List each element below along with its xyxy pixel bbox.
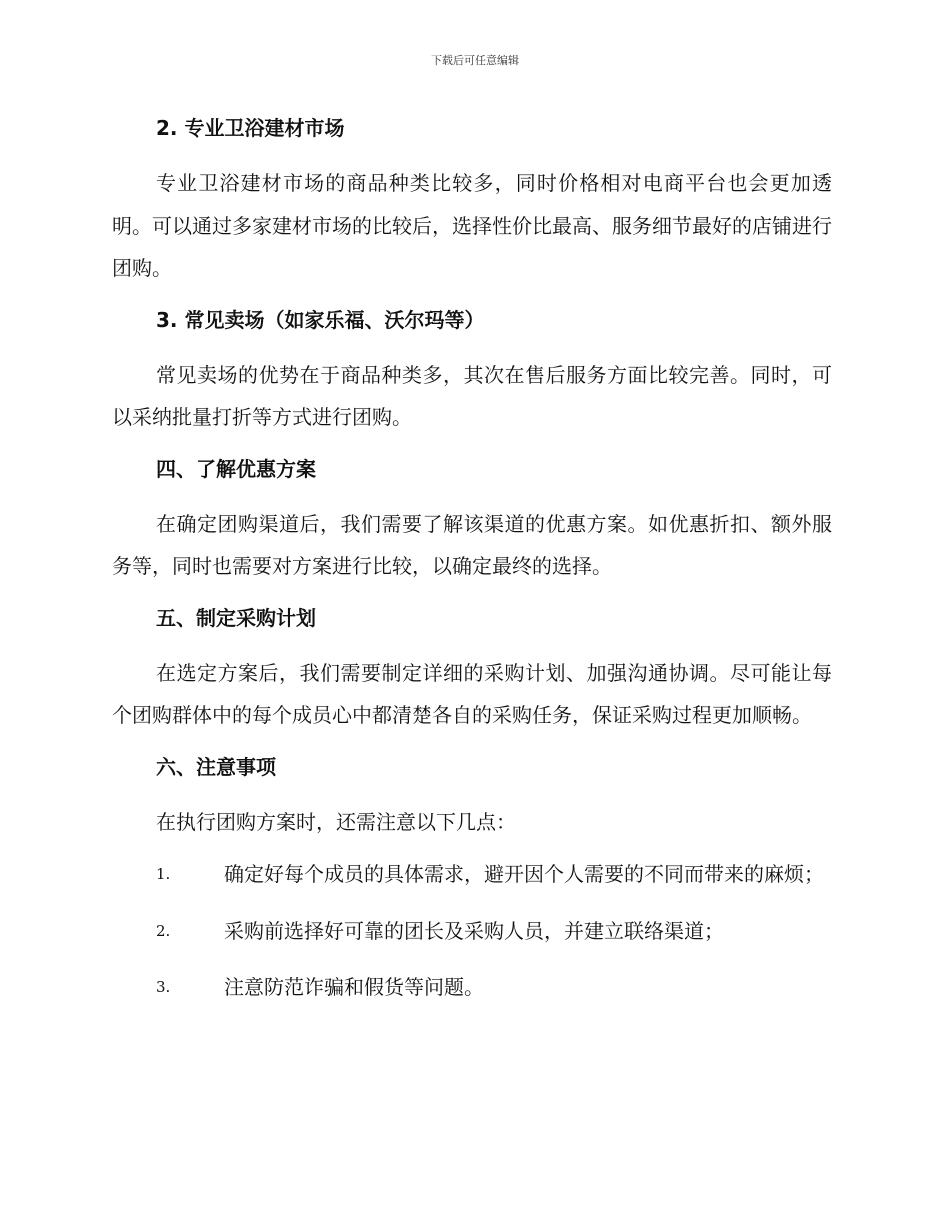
section-paragraph: 专业卫浴建材市场的商品种类比较多，同时价格相对电商平台也会更加透明。可以通过多家建材市场的比较后，选择性价比最高、服务细节最好的店铺进行团购。: [112, 171, 832, 280]
section-heading: 六、注意事项: [156, 754, 276, 779]
list-item-text: 注意防范诈骗和假货等问题。: [224, 975, 484, 999]
section-heading: 2. 专业卫浴建材市场: [156, 116, 345, 140]
list-item: [112, 966, 832, 1009]
list-item-text: 确定好每个成员的具体需求，避开因个人需要的不同而带来的麻烦；: [224, 862, 824, 886]
list-item-number: 1.: [156, 865, 171, 883]
section-heading: 五、制定采购计划: [156, 605, 316, 630]
section-paragraph: 在选定方案后，我们需要制定详细的采购计划、加强沟通协调。尽可能让每个团购群体中的每个成员心中都清楚各自的采购任务，保证采购过程更加顺畅。: [112, 660, 832, 727]
list-item: [112, 910, 832, 953]
list-item-number: 3.: [156, 978, 171, 996]
list-item-text: 采购前选择好可靠的团长及采购人员，并建立联络渠道；: [224, 918, 724, 943]
document-body: [112, 108, 832, 1023]
section-heading: 四、了解优惠方案: [156, 456, 316, 481]
section-paragraph: 在执行团购方案时，还需注意以下几点：: [156, 809, 516, 834]
page-header: 下载后可任意编辑: [431, 54, 519, 67]
section-paragraph: 在确定团购渠道后，我们需要了解该渠道的优惠方案。如优惠折扣、额外服务等，同时也需要对方案进行比较，以确定最终的选择。: [112, 511, 832, 578]
list-item-number: 2.: [156, 921, 171, 940]
list-item: [112, 853, 832, 896]
section-paragraph: 常见卖场的优势在于商品种类多，其次在售后服务方面比较完善。同时，可以采纳批量打折等方式进行团购。: [112, 362, 832, 429]
section-heading: 3. 常见卖场（如家乐福、沃尔玛等）: [156, 307, 485, 332]
